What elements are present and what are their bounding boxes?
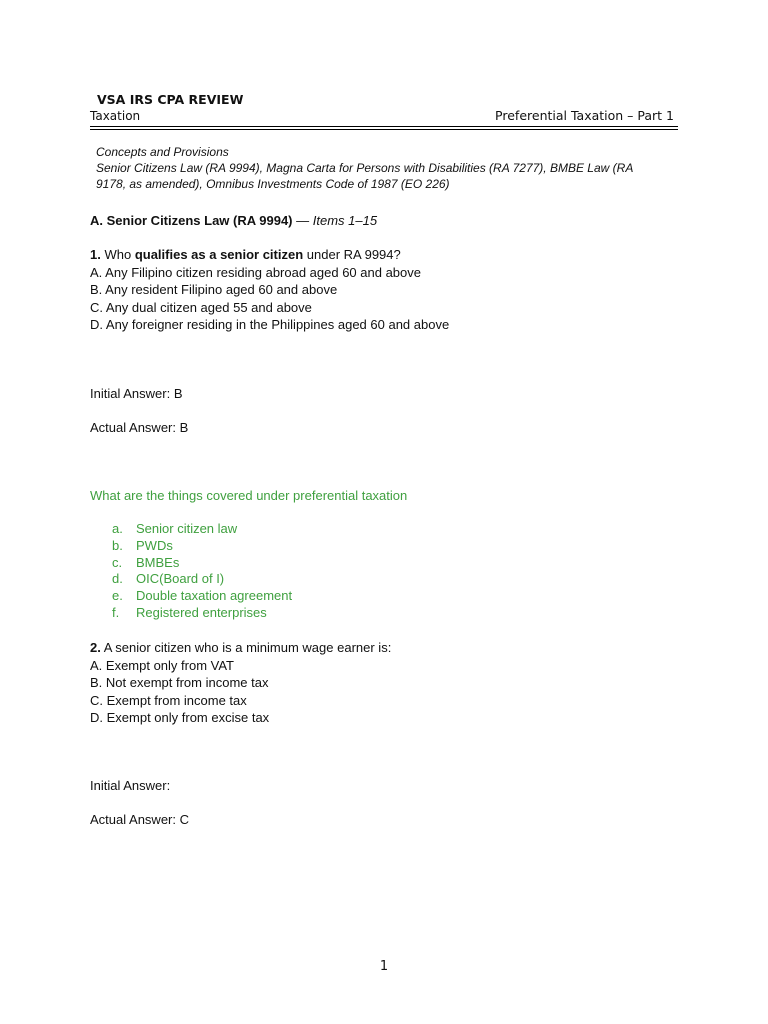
list-item-text: Senior citizen law (136, 521, 238, 536)
section-a-dash: — (292, 213, 313, 228)
note-list (112, 521, 292, 622)
header-subject: Taxation (90, 109, 141, 123)
concepts-block (96, 144, 676, 192)
question-1-option-c: C. Any dual citizen aged 55 and above (90, 299, 312, 315)
header-title: VSA IRS CPA REVIEW (97, 92, 244, 107)
list-marker: f. (112, 604, 120, 620)
question-1-stem (90, 246, 690, 264)
list-item-text: Registered enterprises (136, 604, 267, 620)
list-item (112, 538, 292, 555)
section-a-title: A. Senior Citizens Law (RA 9994) (90, 213, 293, 228)
question-2-text: A senior citizen who is a minimum wage earner is: (100, 640, 392, 655)
question-2-option-b: B. Not exempt from income tax (90, 675, 269, 691)
list-item-text: Double taxation agreement (136, 588, 293, 604)
header-divider-bottom (90, 129, 678, 130)
list-marker: c. (112, 554, 123, 570)
header-divider-top (90, 126, 678, 127)
question-1 (90, 246, 690, 334)
list-marker: e. (112, 588, 123, 604)
list-marker: a. (112, 521, 123, 536)
question-2-number: 2. (90, 640, 101, 655)
list-item-text: OIC(Board of I) (136, 571, 225, 587)
section-a-heading (90, 212, 690, 230)
question-2-option-c: C. Exempt from income tax (90, 692, 247, 708)
list-item-text: PWDs (136, 537, 173, 553)
concepts-line-1: Senior Citizens Law (RA 9994), Magna Carta for Persons with Disabilities (RA 7277), BMBE Law (RA (96, 161, 634, 175)
question-1-emphasis: qualifies as a senior citizen (134, 247, 304, 262)
question-1-option-a: A. Any Filipino citizen residing abroad aged 60 and above (90, 264, 421, 280)
list-marker: b. (112, 537, 123, 553)
section-a-items: Items 1–15 (312, 213, 378, 228)
list-item (112, 555, 292, 572)
question-1-prefix: Who (100, 247, 135, 262)
question-2-option-d: D. Exempt only from excise tax (90, 710, 270, 726)
question-2-option-a: A. Exempt only from VAT (90, 657, 235, 673)
note-question: What are the things covered under preferential taxation (90, 488, 408, 503)
question-2-stem (90, 639, 690, 657)
list-item-text: BMBEs (136, 554, 180, 570)
list-item (112, 588, 292, 605)
question-2-initial-answer: Initial Answer: (90, 778, 171, 793)
concepts-heading: Concepts and Provisions (96, 145, 229, 159)
list-item (112, 521, 292, 538)
page-number: 1 (379, 959, 389, 974)
question-1-option-b: B. Any resident Filipino aged 60 and above (90, 282, 338, 298)
question-1-actual-answer: Actual Answer: B (90, 420, 189, 435)
list-item (112, 605, 292, 622)
list-marker: d. (112, 571, 123, 587)
question-2-actual-answer: Actual Answer: C (90, 812, 189, 827)
header-topic: Preferential Taxation – Part 1 (495, 108, 674, 123)
question-1-number: 1. (90, 247, 101, 262)
question-1-suffix: under RA 9994? (303, 247, 401, 262)
question-1-initial-answer: Initial Answer: B (90, 386, 183, 401)
question-2 (90, 639, 690, 727)
list-item (112, 571, 292, 588)
concepts-line-2: 9178, as amended), Omnibus Investments Code of 1987 (EO 226) (96, 177, 450, 191)
question-1-option-d: D. Any foreigner residing in the Philippines aged 60 and above (90, 317, 450, 333)
